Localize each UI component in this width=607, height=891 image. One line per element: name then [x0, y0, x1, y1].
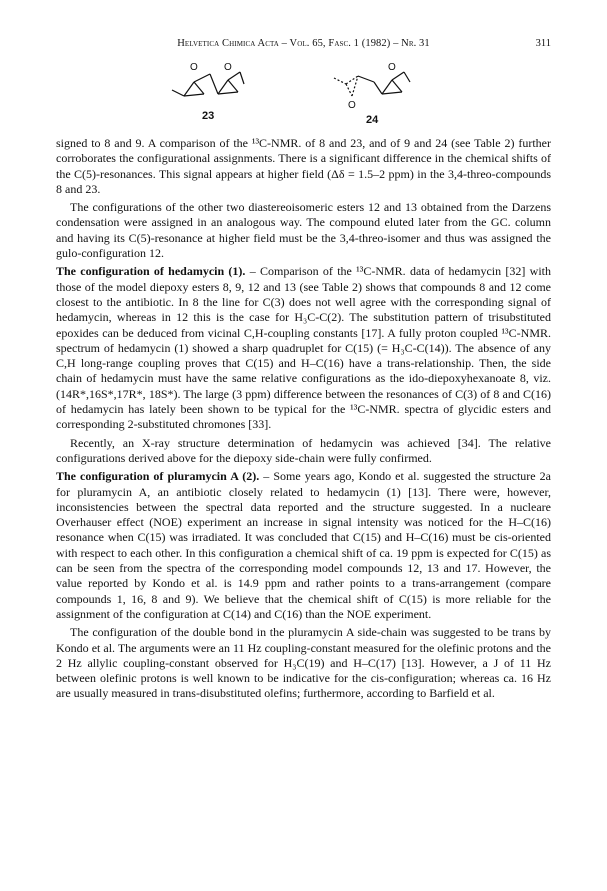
article-body: [56, 136, 551, 705]
oxygen-label: O: [348, 100, 356, 110]
structure-24-drawing: [332, 58, 412, 110]
paragraph: The configuration of the double bond in the pluramycin A side-chain was suggested to be trans by Kondo et al. The arguments were an 11 Hz coupling-constant measured for the olefinic protons and the 2 Hz allylic coupling-constant observed for H₃C(19) and H–C(17) [13]. However, a J of 11 Hz between olefinic protons is well known to be indicative for the cis-configuration; whereas ca. 16 Hz are usually measured in trans-disubstituted olefins; furthermore, according to Barfield et al.: [56, 625, 551, 701]
page-number: 311: [535, 38, 551, 49]
structure-24: [332, 58, 412, 126]
oxygen-label: O: [388, 62, 396, 73]
section-heading: The configuration of hedamycin (1).: [56, 264, 246, 279]
structure-23-drawing: [170, 58, 246, 106]
oxygen-label: O: [190, 62, 198, 73]
running-title: Helvetica Chimica Acta – Vol. 65, Fasc. 1 (1982) – Nr. 31: [177, 38, 430, 49]
paragraph: The configurations of the other two diastereoisomeric esters 12 and 13 obtained from the Darzens condensation were assigned in an analogous way. The compound eluted later from the GC. column and having its C(5)-resonance at higher field must be the 3,4-threo-isomer and thus was assigned the gulo-configuration 12.: [56, 200, 551, 261]
structure-figure: [0, 58, 607, 128]
compound-label: 23: [202, 110, 215, 122]
paragraph-text: – Some years ago, Kondo et al. suggested the structure 2a for pluramycin A, an antibiotic closely related to hedamycin (1) [13]. There were, however, inconsistencies between the spectral data reported and the structure suggested. In a nucleare Overhauser effect (NOE) experiment an increase in signal intensity was noticed for the H–C(16) resonance when C(15) was irradiated. It was concluded that C(15) and H–C(16) must be cis-oriented with respect to each other. In this configuration a chemical shift of ca. 19 ppm is expected for C(15) as can be seen from the spectra of the corresponding model compounds 12, 13 and 17. However, the value reported by Kondo et al. is 14.9 ppm and rather points to a trans-arrangement (compare compounds 1, 16, 8 and 9). We believe that the chemical shift of C(15) is more reliable for the assignment of the configuration at C(14) and C(16) than the NOE experiment.: [56, 469, 551, 621]
paragraph: signed to 8 and 9. A comparison of the ¹³C-NMR. of 8 and 23, and of 9 and 24 (see Table 2) further corroborates the configurational assignments. There is a significant difference in the chemical shifts of the C(5)-resonances. This signal appears at higher field (Δδ = 1.5–2 ppm) in the 3,4-threo-compounds 8 and 23.: [56, 136, 551, 196]
section-heading: The configuration of pluramycin A (2).: [56, 469, 260, 484]
paragraph-text: – Comparison of the ¹³C-NMR. data of hedamycin [32] with those of the model diepoxy esters 8, 9, 12 and 13 (see Table 2) shows that compounds 8 and 12 come closest to the antibiotic. In 8 the line for C(3) does not well agree with the corresponding signal of hedamycin, whereas in 12 this is the case for H₃C-C(2). The substitution pattern of trisubstituted epoxides can be deduced from vicinal C,H-coupling constants [17]. A fully proton coupled ¹³C-NMR. spectrum of hedamycin (1) showed a sharp quadruplet for C(15) (= H₃C-C(14)). The absence of any C,H long-range coupling proves that C(15) and H–C(16) have a trans-relationship. Then, the side chain of hedamycin must have the same relative configurations as the ido-diepoxyhexanoate 8, viz. (14R*,16S*,17R*, 18S*). The large (3 ppm) difference between the resonances of C(3) of 8 and C(16) of hedamycin has lately been shown to be typical for the ¹³C-NMR. spectra of glycidic esters and corresponding 2-substituted chromones [33].: [56, 264, 551, 432]
compound-label: 24: [366, 114, 379, 126]
structure-23: [170, 58, 246, 122]
oxygen-label: O: [224, 62, 232, 73]
section-paragraph: [56, 264, 551, 432]
paragraph: Recently, an X-ray structure determination of hedamycin was achieved [34]. The relative configurations derived above for the diepoxy side-chain were fully confirmed.: [56, 435, 551, 465]
section-paragraph: [56, 469, 551, 622]
page-header: [56, 38, 551, 54]
